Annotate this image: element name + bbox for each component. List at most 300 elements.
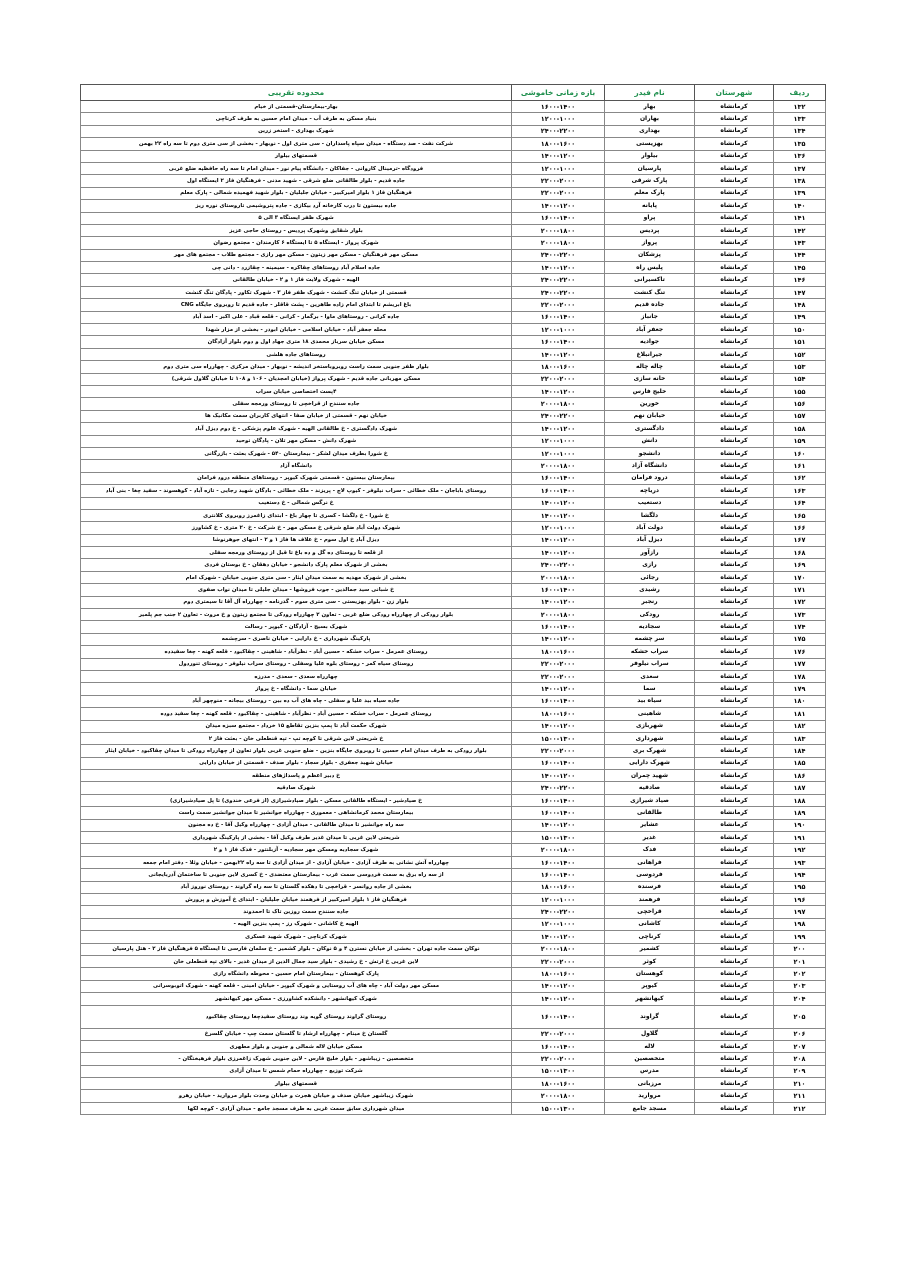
cell-city: کرمانشاه xyxy=(695,237,774,249)
table-row xyxy=(81,423,826,435)
table-row xyxy=(81,646,826,658)
table-row xyxy=(81,150,826,162)
cell-time-range: ۲۲۰۰-۲۰۰۰ xyxy=(512,1053,605,1065)
cell-city: کرمانشاه xyxy=(695,398,774,410)
cell-feeder: خلیج فارس xyxy=(605,385,695,397)
cell-time-range: ۱۸۰۰-۱۶۰۰ xyxy=(512,361,605,373)
cell-city: کرمانشاه xyxy=(695,869,774,881)
cell-feeder: شاهینی xyxy=(605,708,695,720)
cell-city: کرمانشاه xyxy=(695,757,774,769)
cell-time-range: ۱۶۰۰-۱۴۰۰ xyxy=(512,807,605,819)
cell-time-range: ۱۴۰۰-۱۲۰۰ xyxy=(512,534,605,546)
cell-city: کرمانشاه xyxy=(695,1053,774,1065)
cell-feeder: دلگشا xyxy=(605,509,695,521)
cell-time-range: ۱۲۰۰-۱۰۰۰ xyxy=(512,113,605,125)
cell-feeder: فراهانی xyxy=(605,856,695,868)
outage-schedule-table xyxy=(80,84,826,1115)
cell-feeder: فردوسی xyxy=(605,869,695,881)
cell-area: گلستان خ مینام - چهارراه ارشاد تا گلستان سمت چپ - خیابان گلسرخ xyxy=(81,1028,512,1040)
cell-feeder: سراب نیلوفر xyxy=(605,658,695,670)
cell-area: قسمتی از خیابان تنگ کنشت - شهرک ظفر فاز ۳ - شهرک تکاور - پادگان تنگ کنشت xyxy=(81,286,512,298)
cell-row-number: ۲۰۶ xyxy=(774,1028,826,1040)
cell-area: شهرک دادگستری - خ طالقانی الهیه - شهرک علوم پزشکی - خ دوم دیزل آباد xyxy=(81,423,512,435)
table-row xyxy=(81,1102,826,1114)
cell-city: کرمانشاه xyxy=(695,646,774,658)
cell-area: پارکینگ شهرداری - خ دارایی - خیابان ناصری - سرچشمه xyxy=(81,633,512,645)
cell-area: ۴پست اختصاصی خیابان سراب xyxy=(81,385,512,397)
table-row xyxy=(81,361,826,373)
cell-city: کرمانشاه xyxy=(695,807,774,819)
cell-feeder: قراخچی xyxy=(605,906,695,918)
cell-area: فرهنگیان فاز ۱ بلوار امیرکبیر از فرهمند خیابان جلیلیان - ابتدای خ آموزش و پرورش xyxy=(81,894,512,906)
cell-row-number: ۱۵۱ xyxy=(774,336,826,348)
cell-city: کرمانشاه xyxy=(695,324,774,336)
cell-city: کرمانشاه xyxy=(695,1090,774,1102)
cell-city: کرمانشاه xyxy=(695,447,774,459)
cell-row-number: ۱۹۷ xyxy=(774,906,826,918)
cell-area: جاده قدیم - بلوار طالقانی ضلع شرقی - شهید مدنی - فرهنگیان فاز ۲ ایستگاه اول xyxy=(81,175,512,187)
cell-row-number: ۱۹۳ xyxy=(774,856,826,868)
cell-city: کرمانشاه xyxy=(695,856,774,868)
table-row xyxy=(81,1065,826,1077)
cell-area: خ شورا بطرف میدان لشکر - بیمارستان ۵۴۰ - شهرک بعثت - بازرگانی xyxy=(81,447,512,459)
cell-time-range: ۱۴۰۰-۱۲۰۰ xyxy=(512,931,605,943)
cell-city: کرمانشاه xyxy=(695,162,774,174)
cell-feeder: خورین xyxy=(605,398,695,410)
table-row xyxy=(81,732,826,744)
cell-row-number: ۱۳۳ xyxy=(774,113,826,125)
table-row xyxy=(81,881,826,893)
cell-feeder: مروارید xyxy=(605,1090,695,1102)
cell-time-range: ۲۰۰۰-۱۸۰۰ xyxy=(512,237,605,249)
table-row xyxy=(81,609,826,621)
cell-time-range: ۲۲۰۰-۲۰۰۰ xyxy=(512,299,605,311)
table-row xyxy=(81,249,826,261)
cell-feeder: پراو xyxy=(605,212,695,224)
cell-row-number: ۲۰۵ xyxy=(774,1005,826,1028)
cell-feeder: شهربازی xyxy=(605,720,695,732)
cell-feeder: رشیدی xyxy=(605,584,695,596)
cell-feeder: شهید چمران xyxy=(605,770,695,782)
cell-row-number: ۱۷۱ xyxy=(774,584,826,596)
cell-feeder: کوثر xyxy=(605,955,695,967)
cell-row-number: ۱۳۵ xyxy=(774,138,826,150)
cell-area: خیابان سما - دانشگاه - خ پرواز xyxy=(81,683,512,695)
cell-area: شرکت توزیع - چهارراه حمام شمس تا میدان آزادی xyxy=(81,1065,512,1077)
cell-row-number: ۱۷۳ xyxy=(774,609,826,621)
cell-time-range: ۱۶۰۰-۱۴۰۰ xyxy=(512,485,605,497)
cell-feeder: طالقانی xyxy=(605,807,695,819)
cell-city: کرمانشاه xyxy=(695,113,774,125)
cell-area: دیزل آباد خ اول سوم - خ علاف ها فاز ۱ و ۲ - انتهای جوهرنوشا xyxy=(81,534,512,546)
cell-feeder: مدرس xyxy=(605,1065,695,1077)
cell-city: کرمانشاه xyxy=(695,695,774,707)
cell-time-range: ۱۸۰۰-۱۶۰۰ xyxy=(512,968,605,980)
cell-city: کرمانشاه xyxy=(695,534,774,546)
cell-time-range: ۱۵۰۰-۱۳۰۰ xyxy=(512,1065,605,1077)
header-feeder: نام فیدر xyxy=(605,85,695,101)
cell-row-number: ۱۵۰ xyxy=(774,324,826,336)
cell-time-range: ۲۰۰۰-۱۸۰۰ xyxy=(512,224,605,236)
cell-city: کرمانشاه xyxy=(695,200,774,212)
cell-feeder: مسجد جامع xyxy=(605,1102,695,1114)
cell-city: کرمانشاه xyxy=(695,584,774,596)
table-row xyxy=(81,485,826,497)
cell-row-number: ۱۷۹ xyxy=(774,683,826,695)
table-row xyxy=(81,398,826,410)
cell-time-range: ۱۶۰۰-۱۴۰۰ xyxy=(512,472,605,484)
cell-row-number: ۱۸۱ xyxy=(774,708,826,720)
header-time-range: بازه زمانی خاموشی xyxy=(512,85,605,101)
cell-city: کرمانشاه xyxy=(695,423,774,435)
cell-area: میدان شهرداری سابق سمت غربی به طرف مسجد جامع - میدان آزادی - کوچه لکها xyxy=(81,1102,512,1114)
cell-feeder: دانش xyxy=(605,435,695,447)
table-row xyxy=(81,670,826,682)
table-row xyxy=(81,770,826,782)
cell-time-range: ۱۶۰۰-۱۴۰۰ xyxy=(512,695,605,707)
cell-city: کرمانشاه xyxy=(695,336,774,348)
cell-row-number: ۱۶۲ xyxy=(774,472,826,484)
cell-time-range: ۱۵۰۰-۱۳۰۰ xyxy=(512,1102,605,1114)
cell-feeder: کیوپر xyxy=(605,980,695,992)
cell-city: کرمانشاه xyxy=(695,844,774,856)
table-row xyxy=(81,534,826,546)
table-row xyxy=(81,299,826,311)
table-row xyxy=(81,522,826,534)
cell-feeder: دستغیب xyxy=(605,497,695,509)
cell-feeder: پزشکان xyxy=(605,249,695,261)
cell-row-number: ۱۶۷ xyxy=(774,534,826,546)
cell-feeder: کشمیر xyxy=(605,943,695,955)
cell-feeder: گراوند xyxy=(605,1005,695,1028)
cell-row-number: ۱۷۶ xyxy=(774,646,826,658)
cell-feeder: لاله xyxy=(605,1040,695,1052)
cell-time-range: ۲۲۰۰-۲۰۰۰ xyxy=(512,1028,605,1040)
cell-row-number: ۲۰۸ xyxy=(774,1053,826,1065)
cell-feeder: چاله چاله xyxy=(605,361,695,373)
table-row xyxy=(81,633,826,645)
cell-feeder: پارک معلم xyxy=(605,187,695,199)
cell-city: کرمانشاه xyxy=(695,1102,774,1114)
cell-time-range: ۲۰۰۰-۱۸۰۰ xyxy=(512,1090,605,1102)
table-row xyxy=(81,324,826,336)
cell-row-number: ۱۵۳ xyxy=(774,361,826,373)
cell-area: شهرک کرناچی - شهرک شهید عسکری xyxy=(81,931,512,943)
cell-row-number: ۲۱۰ xyxy=(774,1078,826,1090)
cell-feeder: خیابان نهم xyxy=(605,410,695,422)
cell-row-number: ۲۰۰ xyxy=(774,943,826,955)
table-row xyxy=(81,559,826,571)
cell-feeder: پردیس xyxy=(605,224,695,236)
cell-area: دانشگاه آزاد xyxy=(81,460,512,472)
cell-feeder: متخصصین xyxy=(605,1053,695,1065)
cell-feeder: سعدی xyxy=(605,670,695,682)
cell-area: فرودگاه -ترمینال کاروانی - جفاکان - دانشگاه پیام نور - میدان امام تا سه راه حافظیه ضلع غربی xyxy=(81,162,512,174)
table-row xyxy=(81,224,826,236)
cell-time-range: ۲۴۰۰-۲۲۰۰ xyxy=(512,559,605,571)
cell-area: چهارراه آتش نشانی به طرف آزادی - خیابان آزادی - از میدان آزادی تا سه راه ۲۲بهمن - خیابان وئلا - دفتر امام جمعه xyxy=(81,856,512,868)
table-row xyxy=(81,993,826,1005)
table-row xyxy=(81,547,826,559)
cell-row-number: ۱۴۷ xyxy=(774,286,826,298)
cell-feeder: فرهمند xyxy=(605,894,695,906)
cell-city: کرمانشاه xyxy=(695,621,774,633)
cell-city: کرمانشاه xyxy=(695,609,774,621)
cell-area: بنیاد مسکن به طرف آب - میدان امام حسین به طرف کرناچی xyxy=(81,113,512,125)
cell-area: شرکت نفت - صد دستگاه - میدان سپاه پاسداران - سی متری اول - نوبهار - بخشی از سی متری دوم تا سه راه ۲۲ بهمن xyxy=(81,138,512,150)
table-row xyxy=(81,175,826,187)
cell-feeder: گلاول xyxy=(605,1028,695,1040)
cell-feeder: بهار xyxy=(605,101,695,113)
cell-feeder: دانشگاه آزاد xyxy=(605,460,695,472)
cell-area: مسکن خیابان لاله شمالی و جنوبی و بلوار مطهری xyxy=(81,1040,512,1052)
cell-area: مسکن خیابان سرباز محمدی ۱۸ متری جهاد اول و دوم بلوار آزادگان xyxy=(81,336,512,348)
cell-time-range: ۲۴۰۰-۲۲۰۰ xyxy=(512,125,605,137)
table-row xyxy=(81,472,826,484)
cell-time-range: ۱۲۰۰-۱۰۰۰ xyxy=(512,162,605,174)
table-row xyxy=(81,435,826,447)
cell-city: کرمانشاه xyxy=(695,299,774,311)
table-row xyxy=(81,745,826,757)
cell-city: کرمانشاه xyxy=(695,509,774,521)
table-row xyxy=(81,856,826,868)
cell-feeder: بهداری xyxy=(605,125,695,137)
cell-feeder: پارک شرقی xyxy=(605,175,695,187)
cell-area: لاین غربی خ ارتش - خ رشیدی - بلوار سید جمال الدین از میدان غدیر - بالای تپه قنطعلی خان xyxy=(81,955,512,967)
cell-row-number: ۱۵۹ xyxy=(774,435,826,447)
cell-feeder: رازی xyxy=(605,559,695,571)
cell-area: از سه راه برق به سمت فردوسی سمت غرب - بیمارستان معتضدی - خ کسری لاین جنوبی تا ساختمان آذربایجانی xyxy=(81,869,512,881)
table-row xyxy=(81,509,826,521)
cell-feeder: شهرک دارایی xyxy=(605,757,695,769)
cell-area: روستای عمرمل - سراب خشکه - حسین آباد - نظرآباد - شاهینی - چقاکبود - قلعه کهنه - چغا سفید دوده xyxy=(81,708,512,720)
cell-time-range: ۱۴۰۰-۱۲۰۰ xyxy=(512,720,605,732)
cell-area: قسمتهای بیلوار xyxy=(81,150,512,162)
cell-area: محله جعفر آباد - خیابان اسلامی - خیابان ابوذر - بخشی از مزار شهدا xyxy=(81,324,512,336)
cell-area: روستاهای جاده هلشی xyxy=(81,348,512,360)
cell-city: کرمانشاه xyxy=(695,410,774,422)
cell-city: کرمانشاه xyxy=(695,224,774,236)
cell-area: مسکن مهربانی جاده قدیم - شهرک پرواز (خیابان امجدیان - ۱۰۶ و ۱۰۸ تا خیابان گلاول شرقی) xyxy=(81,373,512,385)
cell-city: کرمانشاه xyxy=(695,311,774,323)
cell-time-range: ۱۴۰۰-۱۲۰۰ xyxy=(512,770,605,782)
cell-row-number: ۲۱۱ xyxy=(774,1090,826,1102)
cell-time-range: ۱۶۰۰-۱۴۰۰ xyxy=(512,1040,605,1052)
cell-row-number: ۲۰۳ xyxy=(774,980,826,992)
table-row xyxy=(81,869,826,881)
cell-row-number: ۱۹۶ xyxy=(774,894,826,906)
cell-city: کرمانشاه xyxy=(695,373,774,385)
cell-time-range: ۲۲۰۰-۲۰۰۰ xyxy=(512,745,605,757)
table-row xyxy=(81,968,826,980)
cell-feeder: سر چشمه xyxy=(605,633,695,645)
cell-city: کرمانشاه xyxy=(695,943,774,955)
cell-city: کرمانشاه xyxy=(695,175,774,187)
cell-feeder: سجادیه xyxy=(605,621,695,633)
table-row xyxy=(81,683,826,695)
cell-area: خیابان نهم - قسمتی از خیابان صفا - انتهای کاربران سمت مکانیک ها xyxy=(81,410,512,422)
cell-row-number: ۱۶۵ xyxy=(774,509,826,521)
table-row xyxy=(81,1005,826,1028)
cell-time-range: ۱۸۰۰-۱۶۰۰ xyxy=(512,138,605,150)
cell-feeder: صادقیه xyxy=(605,782,695,794)
cell-area: باغ ابریشم تا ابتدای امام زاده طاهرین - پشت قاقلر - جاده قدیم تا روبروی جایگاه CNG xyxy=(81,299,512,311)
cell-area: جاده سیاه بید علیا و سفلی - چاه های آب ده بین - روستای بیجانه - منوچهر آباد xyxy=(81,695,512,707)
cell-city: کرمانشاه xyxy=(695,832,774,844)
cell-time-range: ۲۰۰۰-۱۸۰۰ xyxy=(512,460,605,472)
cell-area: بخشی از شهرک معلم پارک دانشجو - خیابان دهقان - خ بوستان فردی xyxy=(81,559,512,571)
cell-area: چهارراه سعدی - سعدی - مدرزه xyxy=(81,670,512,682)
cell-city: کرمانشاه xyxy=(695,125,774,137)
cell-row-number: ۱۹۱ xyxy=(774,832,826,844)
cell-area: شهرک بهداری - استخر زرین xyxy=(81,125,512,137)
cell-time-range: ۱۲۰۰-۱۰۰۰ xyxy=(512,894,605,906)
cell-city: کرمانشاه xyxy=(695,906,774,918)
cell-feeder: کیهانشهر xyxy=(605,993,695,1005)
cell-city: کرمانشاه xyxy=(695,187,774,199)
table-row xyxy=(81,348,826,360)
cell-row-number: ۱۶۳ xyxy=(774,485,826,497)
cell-area: مسکن مهر دولت آباد - چاه های آب روستایی و شهرک کیوپر - خیابان امینی - قلعه کهنه - شهرک اتوبوسرانی xyxy=(81,980,512,992)
cell-row-number: ۲۰۱ xyxy=(774,955,826,967)
cell-city: کرمانشاه xyxy=(695,745,774,757)
cell-time-range: ۲۲۰۰-۲۰۰۰ xyxy=(512,955,605,967)
cell-time-range: ۲۰۰۰-۱۸۰۰ xyxy=(512,398,605,410)
cell-time-range: ۲۴۰۰-۲۲۰۰ xyxy=(512,286,605,298)
cell-row-number: ۱۴۱ xyxy=(774,212,826,224)
cell-feeder: جانباز xyxy=(605,311,695,323)
cell-time-range: ۱۸۰۰-۱۶۰۰ xyxy=(512,881,605,893)
cell-city: کرمانشاه xyxy=(695,1078,774,1090)
cell-area: خ شبانی سید جمالدین - جوب فروشها - میدان جلیلی تا میدان نواب صفوی xyxy=(81,584,512,596)
cell-city: کرمانشاه xyxy=(695,274,774,286)
cell-area: بلوار شقایق وشهرک پردیس - روستای حاجی عزیز xyxy=(81,224,512,236)
cell-city: کرمانشاه xyxy=(695,596,774,608)
table-row xyxy=(81,1078,826,1090)
cell-row-number: ۱۶۶ xyxy=(774,522,826,534)
cell-row-number: ۱۶۸ xyxy=(774,547,826,559)
cell-area: روستای باباجان - ملک خطائی - سراب نیلوفر - کیوپ لاچ - پریزند - ملک خطائی - بادگان شهید رجایی - تازه آباد - کوهسوند - سفید چغا - بنی آباد xyxy=(81,485,512,497)
cell-area: بیمارستان محمد کرمانشاهی - معموری - چهارراه جوانشیر تا میدان جوانشیر سمت راست xyxy=(81,807,512,819)
cell-feeder: مرزبانی xyxy=(605,1078,695,1090)
cell-area: شریعتی لاین غربی تا میدان غدیر طرف وکیل آقا - بخشی از پارکینگ شهرداری xyxy=(81,832,512,844)
cell-row-number: ۱۳۴ xyxy=(774,125,826,137)
table-row xyxy=(81,708,826,720)
cell-city: کرمانشاه xyxy=(695,361,774,373)
cell-area: روستای گراوند روستای گویه وند روستای سفیدچغا روستای چقاکبود xyxy=(81,1005,512,1028)
table-row xyxy=(81,497,826,509)
table-row xyxy=(81,336,826,348)
cell-row-number: ۱۸۷ xyxy=(774,782,826,794)
table-row xyxy=(81,1040,826,1052)
cell-time-range: ۱۴۰۰-۱۲۰۰ xyxy=(512,547,605,559)
cell-feeder: صیاد شیرازی xyxy=(605,794,695,806)
cell-feeder: رازآور xyxy=(605,547,695,559)
table-row xyxy=(81,113,826,125)
cell-time-range: ۱۴۰۰-۱۲۰۰ xyxy=(512,497,605,509)
header-area: محدوده تقریبی xyxy=(81,85,512,101)
table-header-row xyxy=(81,85,826,101)
cell-feeder: خانه سازی xyxy=(605,373,695,385)
table-row xyxy=(81,955,826,967)
table-row xyxy=(81,918,826,930)
cell-area: بلوار زن - بلوار بهزیستی - سی متری سوم - گذرنامه - چهارراه آل آقا تا سیمتری دوم xyxy=(81,596,512,608)
cell-row-number: ۱۳۸ xyxy=(774,175,826,187)
cell-area: الهیه خ کاشانی - شهرک رز - پمپ بنزین الهیه - xyxy=(81,918,512,930)
cell-row-number: ۱۷۷ xyxy=(774,658,826,670)
table-row xyxy=(81,807,826,819)
cell-time-range: ۲۲۰۰-۲۰۰۰ xyxy=(512,670,605,682)
cell-area: بلوار ظفر جنوبی سمت راست روبروباستخر اندیشه - نوبهار - میدان مرکزی - چهارراه سی متری دوم xyxy=(81,361,512,373)
table-row xyxy=(81,658,826,670)
cell-area: جاده سنندج سمت روزین تاک تا احمدوند xyxy=(81,906,512,918)
table-row xyxy=(81,162,826,174)
cell-city: کرمانشاه xyxy=(695,1040,774,1052)
cell-time-range: ۱۴۰۰-۱۲۰۰ xyxy=(512,150,605,162)
cell-row-number: ۱۵۲ xyxy=(774,348,826,360)
cell-city: کرمانشاه xyxy=(695,658,774,670)
cell-row-number: ۱۴۴ xyxy=(774,249,826,261)
cell-city: کرمانشاه xyxy=(695,794,774,806)
cell-time-range: ۱۴۰۰-۱۲۰۰ xyxy=(512,509,605,521)
cell-row-number: ۱۴۳ xyxy=(774,237,826,249)
cell-area: خ دبیر اعظم و پاسداژهای منطقه xyxy=(81,770,512,782)
cell-area: شهرک سجادیه ومسکن مهر سجادیه - آزبلنتور - فدک فاز ۱ و ۲ xyxy=(81,844,512,856)
cell-time-range: ۱۵۰۰-۱۳۰۰ xyxy=(512,832,605,844)
cell-row-number: ۱۸۶ xyxy=(774,770,826,782)
cell-city: کرمانشاه xyxy=(695,286,774,298)
cell-feeder: سما xyxy=(605,683,695,695)
cell-row-number: ۱۸۵ xyxy=(774,757,826,769)
cell-city: کرمانشاه xyxy=(695,435,774,447)
cell-time-range: ۱۴۰۰-۱۲۰۰ xyxy=(512,385,605,397)
cell-feeder: دادگستری xyxy=(605,423,695,435)
cell-city: کرمانشاه xyxy=(695,138,774,150)
cell-city: کرمانشاه xyxy=(695,472,774,484)
cell-area: شهرک حکمت آباد تا پمپ بنزین تقاطع ۱۵ خرداد - مجتمع سبزه میدان xyxy=(81,720,512,732)
cell-area: بهار-بیمارستان-قسمتی از خیام xyxy=(81,101,512,113)
cell-city: کرمانشاه xyxy=(695,348,774,360)
table-row xyxy=(81,832,826,844)
cell-city: کرمانشاه xyxy=(695,955,774,967)
cell-time-range: ۱۲۰۰-۱۰۰۰ xyxy=(512,324,605,336)
cell-feeder: غدیر xyxy=(605,832,695,844)
cell-city: کرمانشاه xyxy=(695,708,774,720)
table-row xyxy=(81,931,826,943)
cell-row-number: ۱۸۰ xyxy=(774,695,826,707)
cell-feeder: سراب خشکه xyxy=(605,646,695,658)
cell-row-number: ۱۵۷ xyxy=(774,410,826,422)
cell-feeder: دولت آباد xyxy=(605,522,695,534)
cell-row-number: ۲۰۲ xyxy=(774,968,826,980)
cell-time-range: ۱۲۰۰-۱۰۰۰ xyxy=(512,522,605,534)
cell-time-range: ۱۸۰۰-۱۶۰۰ xyxy=(512,646,605,658)
cell-area: جاده کرانی - روستاهای ماوا - برگمار - کرانی - قلعه قباد - علی اکبر - اسد آباد xyxy=(81,311,512,323)
cell-city: کرمانشاه xyxy=(695,385,774,397)
cell-row-number: ۱۵۶ xyxy=(774,398,826,410)
cell-area: از قلعه تا روستای ده گل و ده باغ تا قبل از روستای ورمجه سفلی xyxy=(81,547,512,559)
cell-row-number: ۱۶۰ xyxy=(774,447,826,459)
table-row xyxy=(81,1028,826,1040)
table-row xyxy=(81,237,826,249)
cell-city: کرمانشاه xyxy=(695,782,774,794)
cell-city: کرمانشاه xyxy=(695,931,774,943)
cell-row-number: ۱۳۹ xyxy=(774,187,826,199)
cell-city: کرمانشاه xyxy=(695,522,774,534)
cell-time-range: ۲۲۰۰-۲۰۰۰ xyxy=(512,187,605,199)
cell-area: شهرک دولت آباد ضلع شرقی خ مسکن مهر - خ شرکت - خ ۲۰ متری - خ کشاورز xyxy=(81,522,512,534)
document-page xyxy=(80,84,825,1115)
